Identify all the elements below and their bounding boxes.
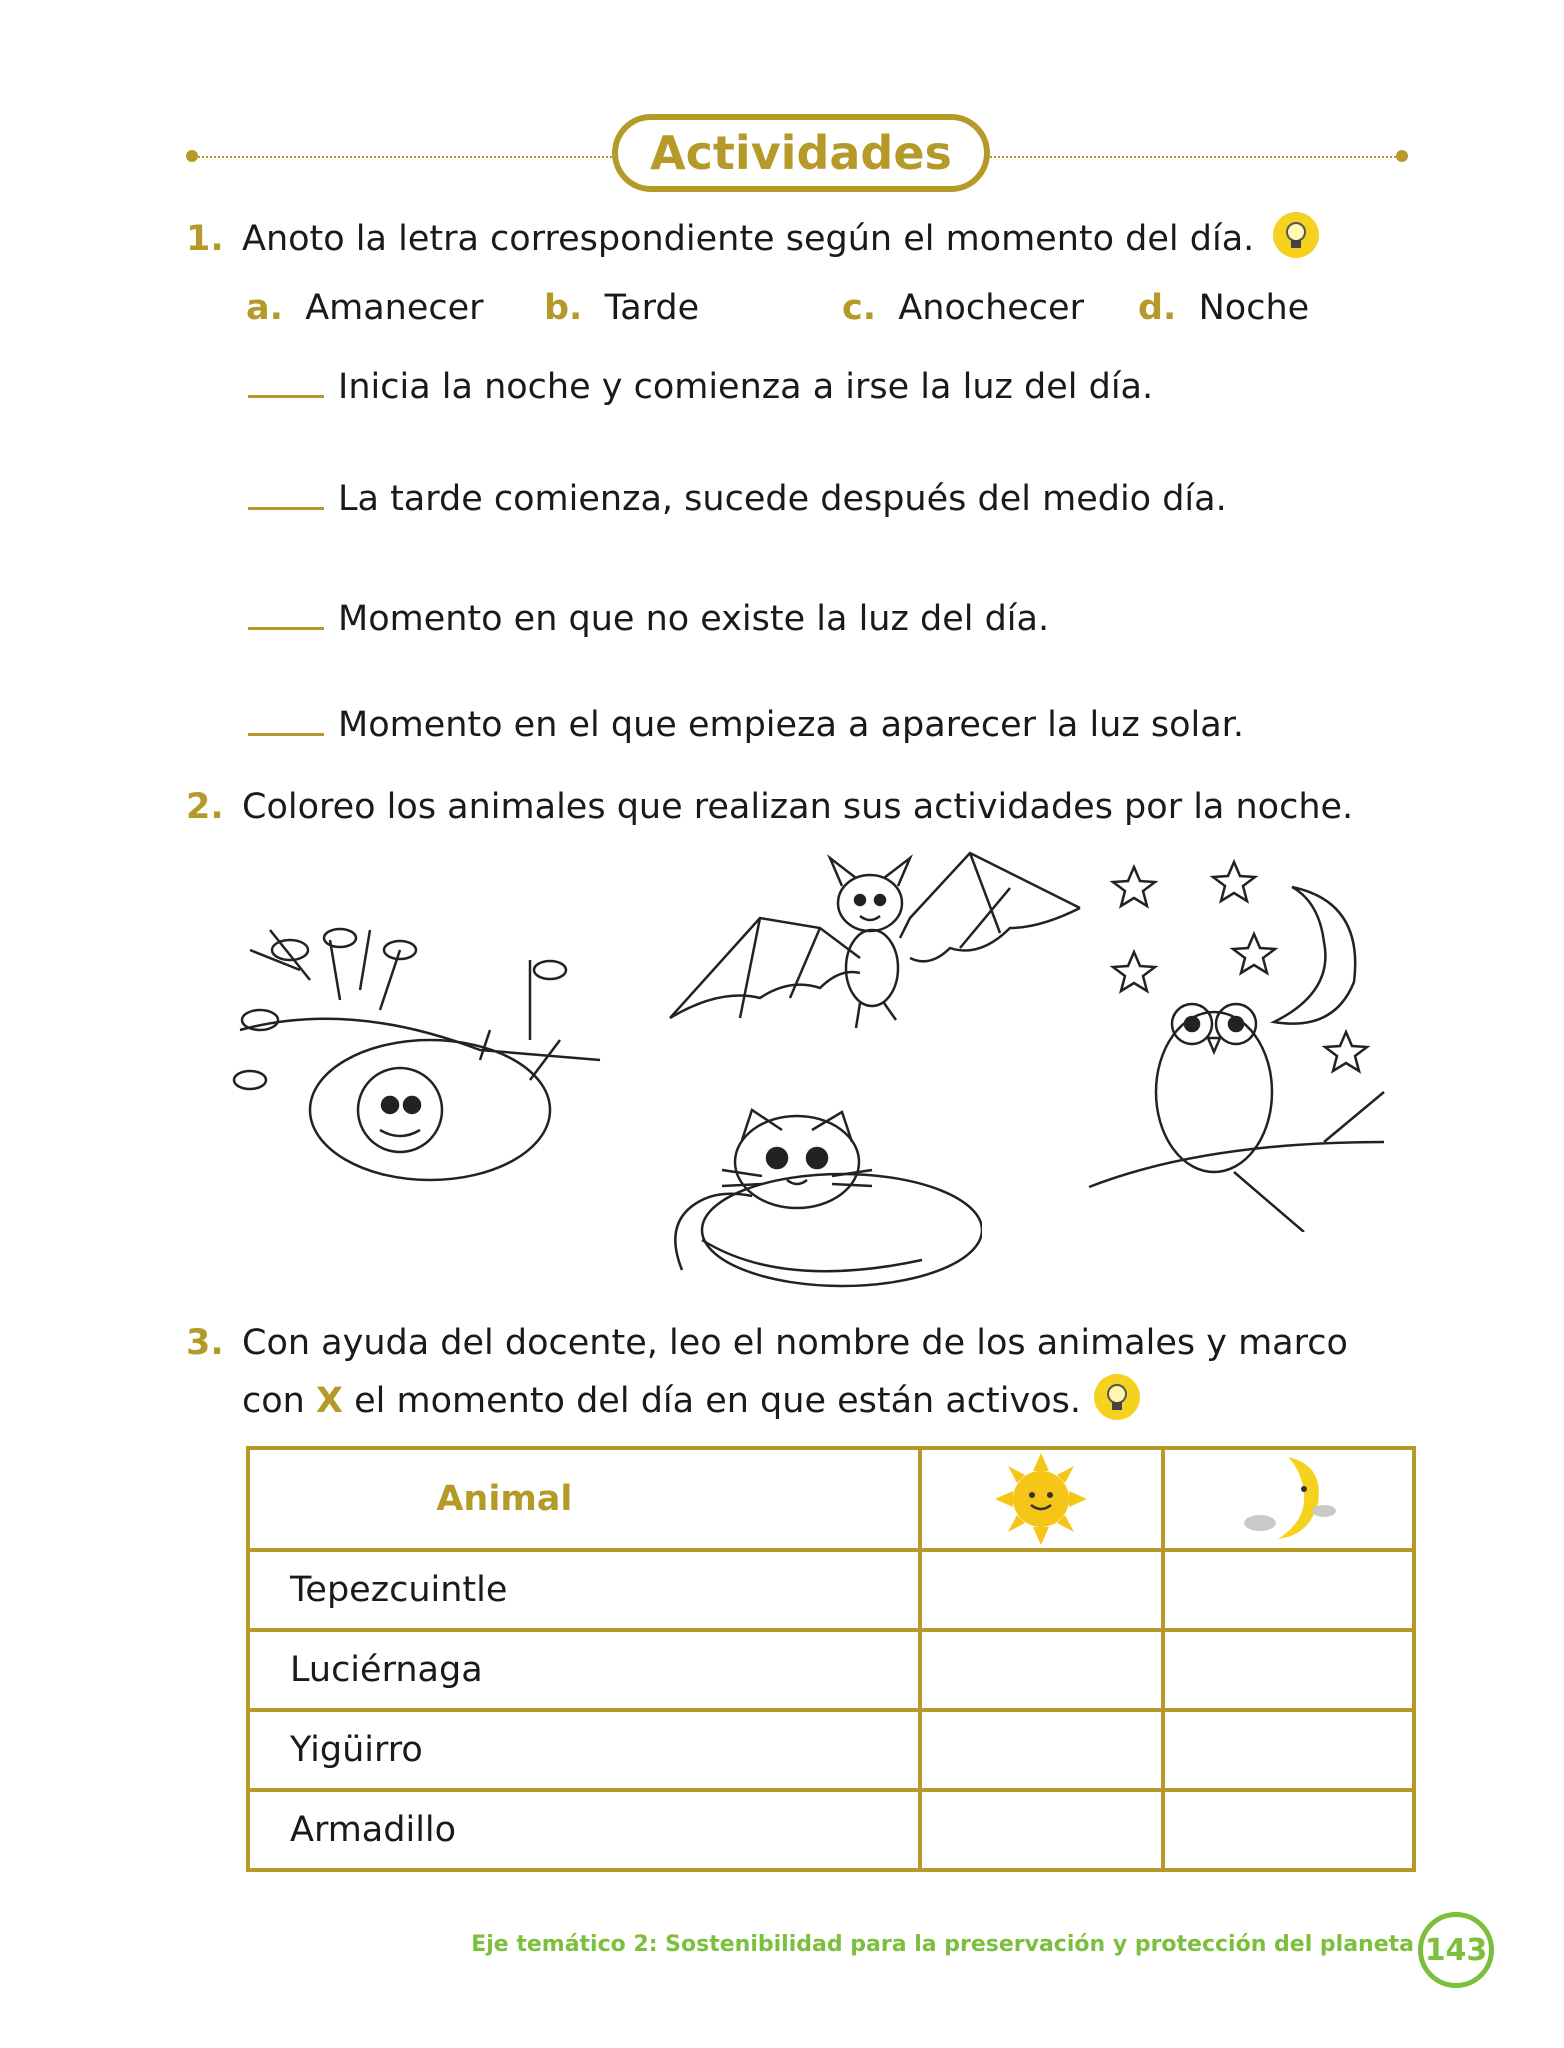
table-row (248, 1630, 1414, 1710)
lightbulb-icon (1092, 1372, 1142, 1422)
cat-illustration (662, 1100, 982, 1290)
q1-statement: La tarde comienza, sucede después del medio día. (248, 476, 1227, 522)
footer-text: Eje temático 2: Sostenibilidad para la preservación y protección del planeta (471, 1932, 1414, 1957)
q3-number: 3. (186, 1323, 224, 1363)
table-row (248, 1710, 1414, 1790)
answer-blank[interactable] (248, 603, 324, 630)
table-row (248, 1550, 1414, 1630)
q1-option-d: d. Noche (1138, 288, 1310, 328)
q1-number: 1. (186, 219, 224, 259)
answer-blank[interactable] (248, 483, 324, 510)
header-divider-left (198, 156, 612, 158)
activity-table (246, 1446, 1416, 1872)
animal-name: Tepezcuintle (248, 1550, 920, 1630)
day-mark-cell[interactable] (920, 1550, 1163, 1630)
answer-blank[interactable] (248, 709, 324, 736)
night-column-header (1163, 1448, 1414, 1550)
sun-icon (993, 1451, 1089, 1547)
q1-option-a: a. Amanecer (246, 288, 484, 328)
day-mark-cell[interactable] (920, 1630, 1163, 1710)
animal-name: Yigüirro (248, 1710, 920, 1790)
q1-text: Anoto la letra correspondiente según el momento del día. (242, 219, 1255, 259)
q1-option-c: c. Anochecer (842, 288, 1084, 328)
day-column-header (920, 1448, 1163, 1550)
animal-name: Luciérnaga (248, 1630, 920, 1710)
q2-number: 2. (186, 787, 224, 827)
q2-prompt: 2. Coloreo los animales que realizan sus actividades por la noche. (186, 784, 1353, 830)
q3-prompt: 3. Con ayuda del docente, leo el nombre de los animales y marco con X el momento del día en que están activos. (186, 1314, 1348, 1430)
answer-blank[interactable] (248, 371, 324, 398)
lightbulb-icon (1271, 210, 1321, 260)
header-dot-right (1396, 150, 1408, 162)
q1-statement: Momento en que no existe la luz del día. (248, 596, 1049, 642)
night-mark-cell[interactable] (1163, 1630, 1414, 1710)
bat-illustration (660, 848, 1090, 1038)
night-mark-cell[interactable] (1163, 1790, 1414, 1870)
day-mark-cell[interactable] (920, 1790, 1163, 1870)
q1-statement: Momento en el que empieza a aparecer la luz solar. (248, 702, 1244, 748)
moon-icon (1238, 1451, 1338, 1547)
mark-x: X (315, 1381, 343, 1421)
day-mark-cell[interactable] (920, 1710, 1163, 1790)
table-row (248, 1790, 1414, 1870)
section-title: Actividades (612, 114, 990, 192)
night-mark-cell[interactable] (1163, 1550, 1414, 1630)
owl-night-illustration (1084, 842, 1394, 1232)
q1-prompt (186, 216, 1321, 262)
q1-statement: Inicia la noche y comienza a irse la luz del día. (248, 364, 1153, 410)
header-dot-left (186, 150, 198, 162)
table-header-row (248, 1448, 1414, 1550)
night-mark-cell[interactable] (1163, 1710, 1414, 1790)
sloth-illustration (230, 910, 610, 1200)
header-divider-right (990, 156, 1396, 158)
table-header-animal: Animal (248, 1448, 920, 1550)
q1-option-b: b. Tarde (544, 288, 700, 328)
animal-name: Armadillo (248, 1790, 920, 1870)
page-number: 143 (1418, 1912, 1494, 1988)
